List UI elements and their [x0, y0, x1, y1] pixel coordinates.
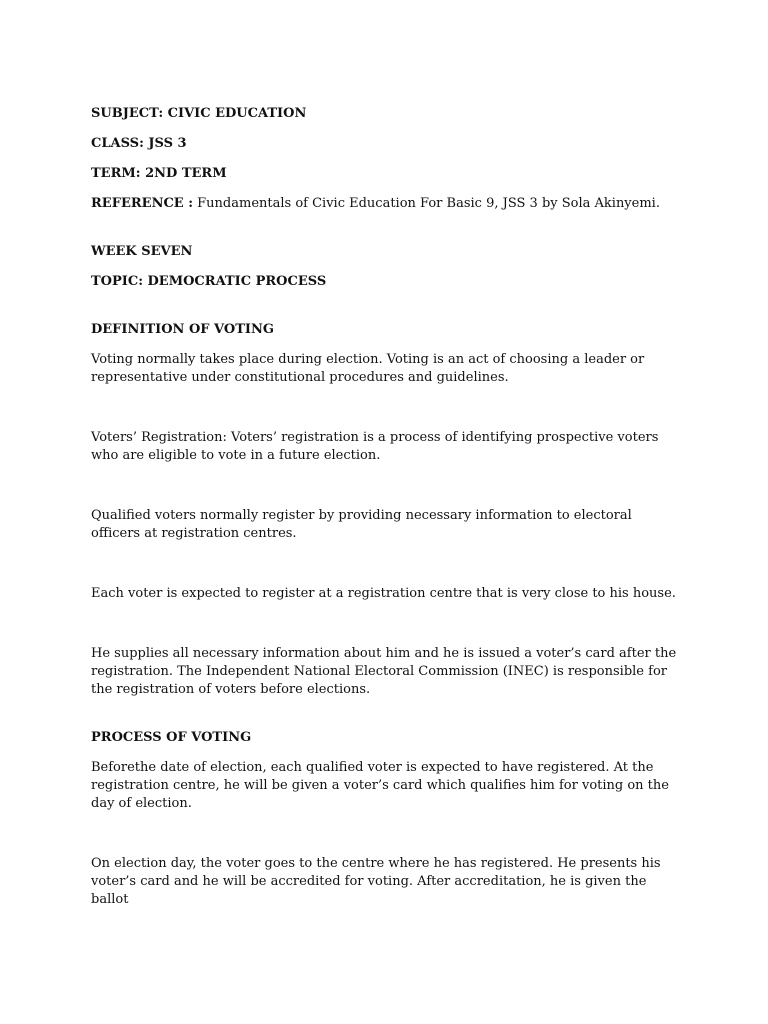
reference-label: REFERENCE : [91, 196, 194, 211]
document-content [91, 105, 681, 909]
paragraph-before-election: Beforethe date of election, each qualified voter is expected to have registered. At the registration centre, he will be given a voter’s card which qualifies him for voting on the day of election. [91, 760, 669, 811]
week-line: WEEK SEVEN [91, 244, 193, 259]
paragraph-registration-centre: Each voter is expected to register at a registration centre that is very close to his house. [91, 586, 676, 601]
reference-text: Fundamentals of Civic Education For Basic 9, JSS 3 by Sola Akinyemi. [193, 196, 660, 211]
paragraph-voting-definition: Voting normally takes place during election. Voting is an act of choosing a leader or representative under constitutional procedures and guidelines. [91, 352, 645, 385]
paragraph-inec: He supplies all necessary information about him and he is issued a voter’s card after the registration. The Independent National Electoral Commission (INEC) is responsible for the registration of voters before elections. [91, 646, 677, 697]
paragraph-election-day: On election day, the voter goes to the centre where he has registered. He presents his voter’s card and he will be accredited for voting. After accreditation, he is given the ballot [91, 856, 661, 907]
section-heading-process: PROCESS OF VOTING [91, 730, 252, 745]
topic-line: TOPIC: DEMOCRATIC PROCESS [91, 274, 327, 289]
paragraph-voters-registration: Voters’ Registration: Voters’ registration is a process of identifying prospective voters who are eligible to vote in a future election. [91, 430, 659, 463]
reference-line [91, 195, 681, 213]
term-line: TERM: 2ND TERM [91, 166, 227, 181]
paragraph-qualified-voters: Qualified voters normally register by providing necessary information to electoral officers at registration centres. [91, 508, 632, 541]
class-line: CLASS: JSS 3 [91, 136, 187, 151]
section-heading-definition: DEFINITION OF VOTING [91, 322, 274, 337]
subject-line: SUBJECT: CIVIC EDUCATION [91, 106, 307, 121]
